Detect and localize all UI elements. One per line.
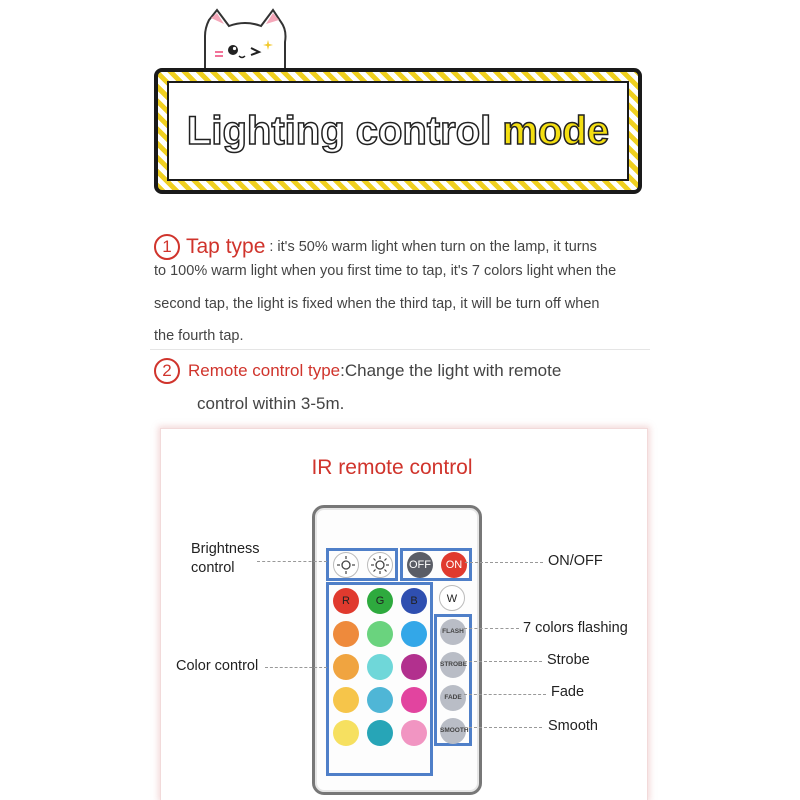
color-button-r3-c1[interactable] [333,687,359,713]
color-button-r2-c3[interactable] [401,654,427,680]
section2-line2: control within 3-5m. [197,394,345,413]
section1-heading-line [154,234,597,260]
brightness-leader [257,561,327,562]
smooth-button[interactable]: SMOOTH [440,718,466,744]
cat-mascot-icon [195,8,295,70]
smooth-label: Smooth [548,718,598,734]
brightness-label-line1: Brightness [191,541,260,557]
fade-leader [464,694,546,695]
flash-leader [464,628,519,629]
banner-inner-frame [167,81,629,181]
color-group [326,582,433,776]
section1-label: Tap type [186,235,266,258]
section2-label: Remote control type [188,361,341,380]
color-button-r1-c2[interactable] [367,621,393,647]
on-button[interactable]: ON [441,552,467,578]
fade-button[interactable]: FADE [440,685,466,711]
color-button-r1-c3[interactable] [401,621,427,647]
fade-label: Fade [551,684,585,700]
strobe-label: Strobe [547,652,590,668]
brightness-group [326,548,398,581]
color-button-r2-c1[interactable] [333,654,359,680]
color-control-label: Color control [176,658,259,674]
divider [150,349,650,350]
section1-number: 1 [154,234,180,260]
color-button-r2-c2[interactable] [367,654,393,680]
section2-heading-line [154,358,561,384]
title-part-2: mode [502,108,610,153]
title-part-1: Lighting control [186,108,492,153]
color-control-leader [265,667,327,668]
color-button-r1-c1[interactable] [333,621,359,647]
section1-line4: the fourth tap. [154,328,244,344]
section1-line1: it's 50% warm light when turn on the lamp, it turns [277,239,597,255]
section1-colon: : [269,239,274,255]
flash-button[interactable]: FLASH [440,619,466,645]
title-banner [154,68,642,194]
color-button-r3-c3[interactable] [401,687,427,713]
brightness-label [191,540,260,578]
color-button-r4-c3[interactable] [401,720,427,746]
ir-remote [312,505,482,795]
brightness-label-line2: control [191,560,235,576]
blue-button[interactable]: B [401,588,427,614]
flash-label: 7 colors flashing [523,620,628,636]
section2-line1: Change the light with remote [344,361,562,380]
strobe-leader [464,661,542,662]
color-button-r3-c2[interactable] [367,687,393,713]
onoff-leader [465,562,543,563]
section2-number: 2 [154,358,180,384]
power-group [400,548,472,581]
strobe-button[interactable]: STROBE [440,652,466,678]
white-button[interactable]: W [439,585,465,611]
color-button-r4-c1[interactable] [333,720,359,746]
smooth-leader [464,727,542,728]
section1-line2: to 100% warm light when you first time to tap, it's 7 colors light when the [154,263,617,279]
section1-line3: second tap, the light is fixed when the third tap, it will be turn off when [154,296,600,312]
off-button[interactable]: OFF [407,552,433,578]
panel-title: IR remote control [311,456,473,479]
green-button[interactable]: G [367,588,393,614]
section2-colon: : [340,361,345,380]
onoff-label: ON/OFF [548,553,603,569]
color-button-r4-c2[interactable] [367,720,393,746]
brightness-down-icon[interactable] [333,552,359,578]
page-title [187,109,609,154]
brightness-up-icon[interactable] [367,552,393,578]
red-button[interactable]: R [333,588,359,614]
